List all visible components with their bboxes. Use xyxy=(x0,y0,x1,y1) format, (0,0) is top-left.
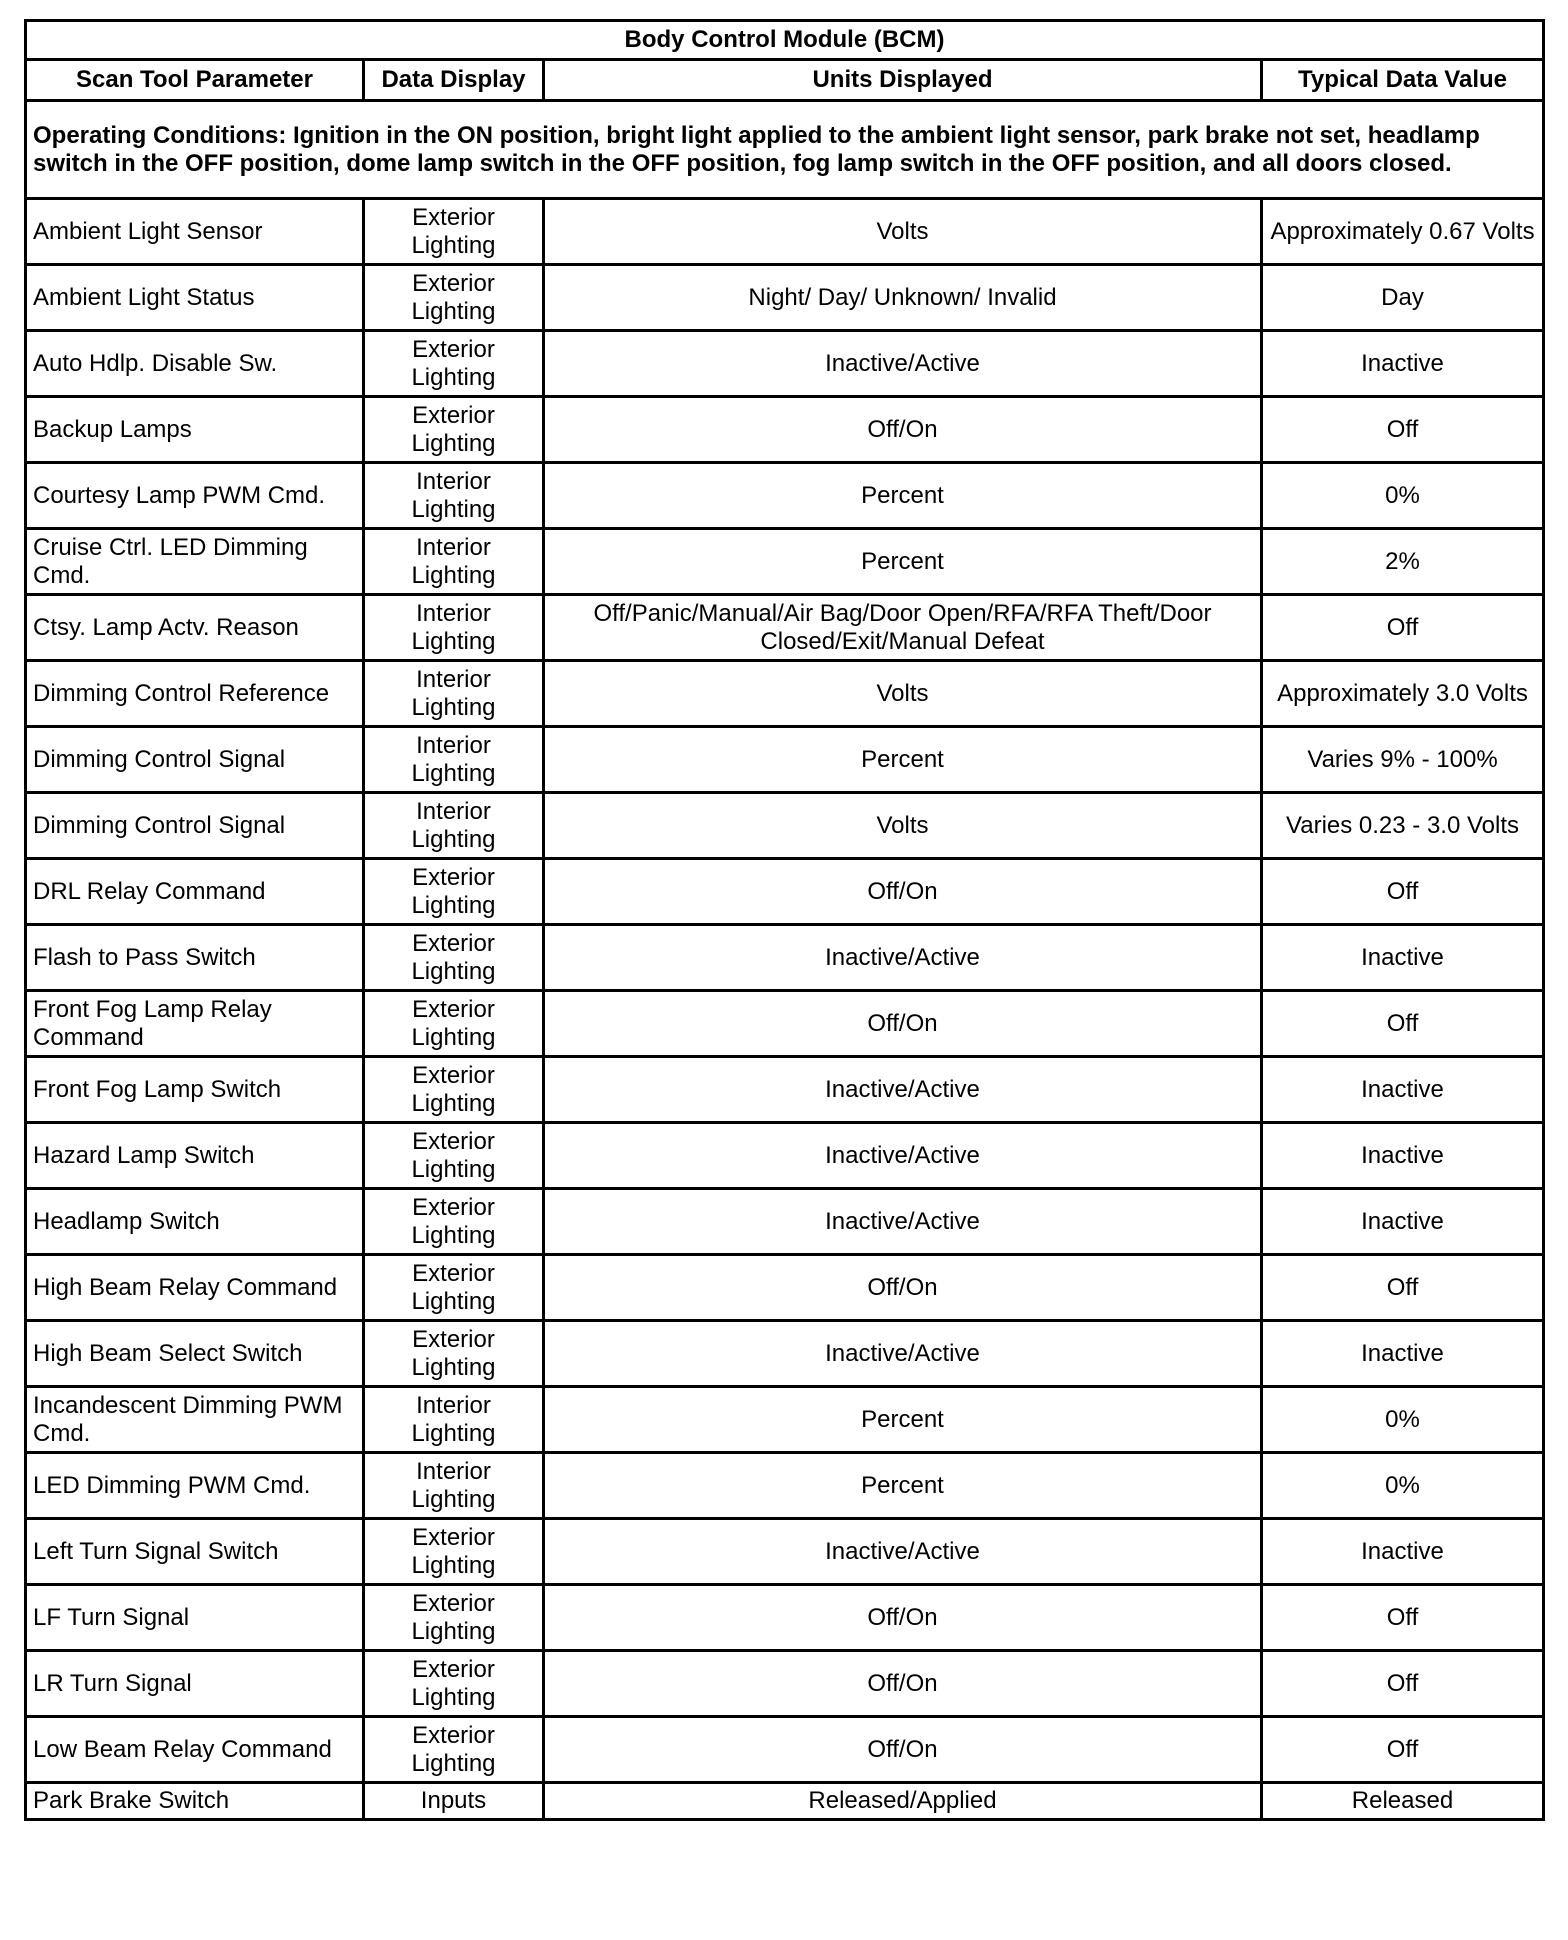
typical-value-cell: Off xyxy=(1262,859,1544,925)
header-typical-data-value: Typical Data Value xyxy=(1262,60,1544,101)
table-row xyxy=(26,331,1544,397)
data-display-cell: Exterior Lighting xyxy=(364,1585,544,1651)
parameter-cell: Dimming Control Signal xyxy=(26,793,364,859)
parameter-cell: Front Fog Lamp Relay Command xyxy=(26,991,364,1057)
units-cell: Inactive/Active xyxy=(544,1123,1262,1189)
operating-conditions-row xyxy=(26,101,1544,199)
header-data-display: Data Display xyxy=(364,60,544,101)
units-cell: Inactive/Active xyxy=(544,1519,1262,1585)
units-cell: Percent xyxy=(544,463,1262,529)
data-display-cell: Interior Lighting xyxy=(364,529,544,595)
parameter-cell: Headlamp Switch xyxy=(26,1189,364,1255)
table-row xyxy=(26,991,1544,1057)
parameter-cell: Backup Lamps xyxy=(26,397,364,463)
units-cell: Volts xyxy=(544,793,1262,859)
table-row xyxy=(26,1453,1544,1519)
parameter-cell: Courtesy Lamp PWM Cmd. xyxy=(26,463,364,529)
table-row xyxy=(26,265,1544,331)
typical-value-cell: Inactive xyxy=(1262,1519,1544,1585)
typical-value-cell: Varies 0.23 - 3.0 Volts xyxy=(1262,793,1544,859)
data-display-cell: Exterior Lighting xyxy=(364,991,544,1057)
typical-value-cell: Inactive xyxy=(1262,1321,1544,1387)
typical-value-cell: Approximately 0.67 Volts xyxy=(1262,199,1544,265)
data-display-cell: Exterior Lighting xyxy=(364,1321,544,1387)
data-display-cell: Exterior Lighting xyxy=(364,1255,544,1321)
data-display-cell: Interior Lighting xyxy=(364,595,544,661)
units-cell: Inactive/Active xyxy=(544,1321,1262,1387)
units-cell: Inactive/Active xyxy=(544,331,1262,397)
table-row xyxy=(26,1123,1544,1189)
units-cell: Percent xyxy=(544,1453,1262,1519)
typical-value-cell: Off xyxy=(1262,991,1544,1057)
units-cell: Volts xyxy=(544,199,1262,265)
typical-value-cell: 0% xyxy=(1262,1387,1544,1453)
typical-value-cell: Inactive xyxy=(1262,925,1544,991)
units-cell: Off/On xyxy=(544,397,1262,463)
table-row xyxy=(26,529,1544,595)
table-title: Body Control Module (BCM) xyxy=(26,21,1544,60)
typical-value-cell: Varies 9% - 100% xyxy=(1262,727,1544,793)
parameter-cell: Ctsy. Lamp Actv. Reason xyxy=(26,595,364,661)
parameter-cell: Incandescent Dimming PWM Cmd. xyxy=(26,1387,364,1453)
data-display-cell: Exterior Lighting xyxy=(364,397,544,463)
operating-conditions: Operating Conditions: Ignition in the ON position, bright light applied to the ambient light sensor, park brake not set, headlamp switch in the OFF position, dome lamp switch in the OFF position, fog lamp switch in the OFF position, and all doors closed. xyxy=(26,101,1544,199)
title-row xyxy=(26,21,1544,60)
typical-value-cell: Off xyxy=(1262,1255,1544,1321)
table-row xyxy=(26,463,1544,529)
parameter-cell: Dimming Control Reference xyxy=(26,661,364,727)
parameter-cell: High Beam Select Switch xyxy=(26,1321,364,1387)
table-row xyxy=(26,727,1544,793)
units-cell: Off/Panic/Manual/Air Bag/Door Open/RFA/RFA Theft/Door Closed/Exit/Manual Defeat xyxy=(544,595,1262,661)
parameter-cell: Front Fog Lamp Switch xyxy=(26,1057,364,1123)
data-display-cell: Interior Lighting xyxy=(364,727,544,793)
parameter-cell: Dimming Control Signal xyxy=(26,727,364,793)
data-display-cell: Exterior Lighting xyxy=(364,1189,544,1255)
units-cell: Released/Applied xyxy=(544,1783,1262,1820)
table-row xyxy=(26,595,1544,661)
header-units-displayed: Units Displayed xyxy=(544,60,1262,101)
parameter-cell: High Beam Relay Command xyxy=(26,1255,364,1321)
table-row xyxy=(26,1189,1544,1255)
table-row xyxy=(26,1585,1544,1651)
parameter-cell: Ambient Light Status xyxy=(26,265,364,331)
typical-value-cell: 2% xyxy=(1262,529,1544,595)
typical-value-cell: Approximately 3.0 Volts xyxy=(1262,661,1544,727)
bcm-data-table-container xyxy=(24,19,1542,1821)
table-row xyxy=(26,1057,1544,1123)
parameter-cell: LF Turn Signal xyxy=(26,1585,364,1651)
data-display-cell: Interior Lighting xyxy=(364,463,544,529)
units-cell: Off/On xyxy=(544,1255,1262,1321)
typical-value-cell: Day xyxy=(1262,265,1544,331)
typical-value-cell: Off xyxy=(1262,1717,1544,1783)
parameter-cell: Ambient Light Sensor xyxy=(26,199,364,265)
parameter-cell: Flash to Pass Switch xyxy=(26,925,364,991)
bcm-data-table xyxy=(24,19,1545,1821)
data-display-cell: Interior Lighting xyxy=(364,1453,544,1519)
units-cell: Off/On xyxy=(544,1651,1262,1717)
typical-value-cell: 0% xyxy=(1262,463,1544,529)
data-display-cell: Exterior Lighting xyxy=(364,859,544,925)
typical-value-cell: 0% xyxy=(1262,1453,1544,1519)
units-cell: Percent xyxy=(544,529,1262,595)
data-display-cell: Exterior Lighting xyxy=(364,1519,544,1585)
parameter-cell: Low Beam Relay Command xyxy=(26,1717,364,1783)
table-row xyxy=(26,1321,1544,1387)
units-cell: Inactive/Active xyxy=(544,1189,1262,1255)
table-row xyxy=(26,1783,1544,1820)
table-row xyxy=(26,397,1544,463)
typical-value-cell: Released xyxy=(1262,1783,1544,1820)
table-row xyxy=(26,1519,1544,1585)
data-display-cell: Interior Lighting xyxy=(364,661,544,727)
typical-value-cell: Off xyxy=(1262,595,1544,661)
table-row xyxy=(26,1651,1544,1717)
table-row xyxy=(26,925,1544,991)
parameter-cell: Auto Hdlp. Disable Sw. xyxy=(26,331,364,397)
typical-value-cell: Inactive xyxy=(1262,1057,1544,1123)
table-row xyxy=(26,859,1544,925)
table-row xyxy=(26,1255,1544,1321)
parameter-cell: Cruise Ctrl. LED Dimming Cmd. xyxy=(26,529,364,595)
units-cell: Off/On xyxy=(544,991,1262,1057)
data-display-cell: Exterior Lighting xyxy=(364,265,544,331)
header-scan-tool-parameter: Scan Tool Parameter xyxy=(26,60,364,101)
parameter-cell: Park Brake Switch xyxy=(26,1783,364,1820)
table-row xyxy=(26,199,1544,265)
units-cell: Off/On xyxy=(544,859,1262,925)
units-cell: Off/On xyxy=(544,1717,1262,1783)
data-display-cell: Exterior Lighting xyxy=(364,199,544,265)
units-cell: Percent xyxy=(544,727,1262,793)
parameter-cell: LED Dimming PWM Cmd. xyxy=(26,1453,364,1519)
data-display-cell: Interior Lighting xyxy=(364,1387,544,1453)
table-row xyxy=(26,793,1544,859)
typical-value-cell: Off xyxy=(1262,1651,1544,1717)
units-cell: Inactive/Active xyxy=(544,925,1262,991)
units-cell: Inactive/Active xyxy=(544,1057,1262,1123)
units-cell: Night/ Day/ Unknown/ Invalid xyxy=(544,265,1262,331)
data-display-cell: Exterior Lighting xyxy=(364,331,544,397)
typical-value-cell: Inactive xyxy=(1262,1123,1544,1189)
units-cell: Off/On xyxy=(544,1585,1262,1651)
units-cell: Percent xyxy=(544,1387,1262,1453)
parameter-cell: LR Turn Signal xyxy=(26,1651,364,1717)
data-display-cell: Exterior Lighting xyxy=(364,1123,544,1189)
typical-value-cell: Inactive xyxy=(1262,331,1544,397)
data-display-cell: Inputs xyxy=(364,1783,544,1820)
parameter-cell: DRL Relay Command xyxy=(26,859,364,925)
typical-value-cell: Off xyxy=(1262,1585,1544,1651)
data-display-cell: Exterior Lighting xyxy=(364,1057,544,1123)
table-row xyxy=(26,661,1544,727)
typical-value-cell: Off xyxy=(1262,397,1544,463)
table-body xyxy=(26,199,1544,1820)
data-display-cell: Exterior Lighting xyxy=(364,1651,544,1717)
data-display-cell: Exterior Lighting xyxy=(364,1717,544,1783)
table-row xyxy=(26,1717,1544,1783)
parameter-cell: Hazard Lamp Switch xyxy=(26,1123,364,1189)
data-display-cell: Exterior Lighting xyxy=(364,925,544,991)
units-cell: Volts xyxy=(544,661,1262,727)
typical-value-cell: Inactive xyxy=(1262,1189,1544,1255)
parameter-cell: Left Turn Signal Switch xyxy=(26,1519,364,1585)
header-row xyxy=(26,60,1544,101)
data-display-cell: Interior Lighting xyxy=(364,793,544,859)
table-row xyxy=(26,1387,1544,1453)
